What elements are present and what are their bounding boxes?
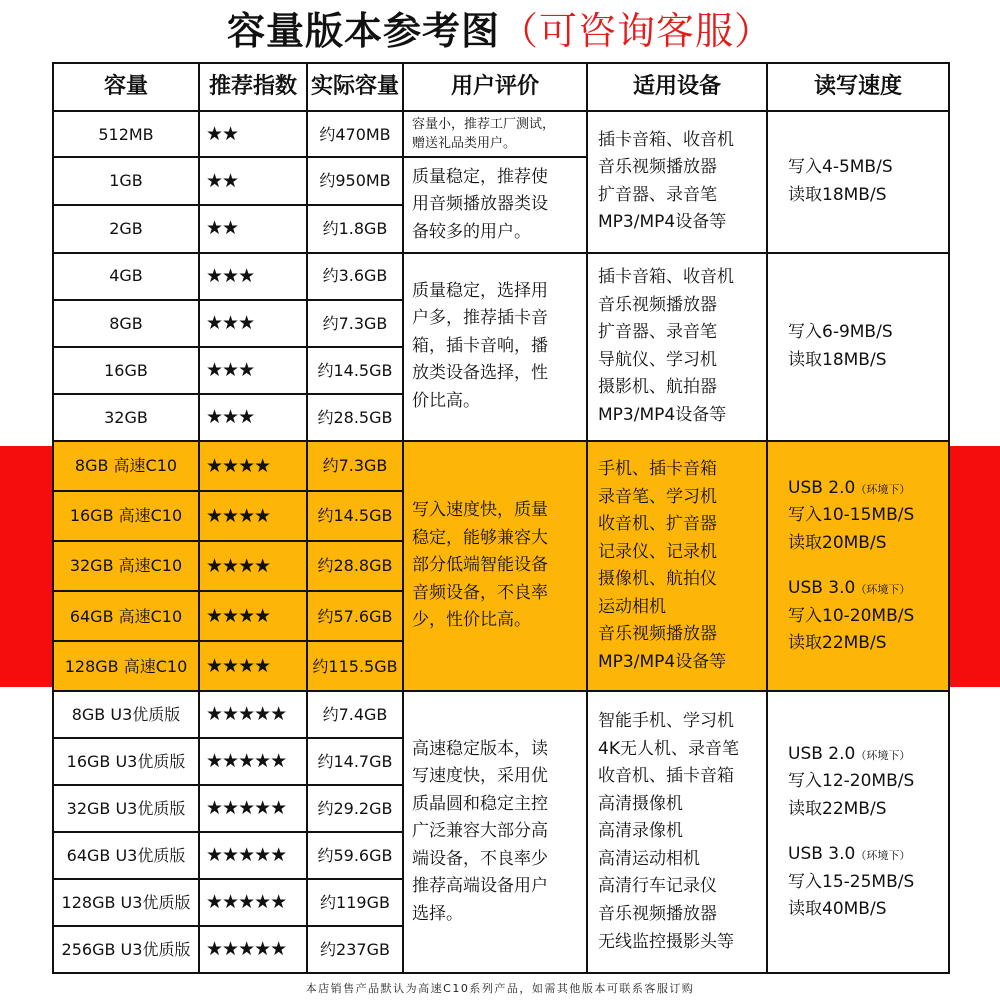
spacer: [788, 557, 938, 575]
device-line: MP3/MP4设备等: [598, 651, 727, 672]
review-line: 箱，插卡音响，播: [412, 335, 548, 356]
speed-line: 读取18MB/S: [788, 349, 887, 370]
review-cell: [403, 111, 587, 157]
capacity-cell: 64GB U3优质版: [53, 832, 199, 879]
header-review: 用户评价: [403, 63, 587, 111]
device-line: 记录仪、记录机: [598, 541, 717, 562]
rating-stars: ★★★★: [199, 641, 307, 691]
usb-label: USB 2.0: [788, 477, 856, 498]
actual-capacity: 约59.6GB: [307, 832, 403, 879]
review-line: 稳定，能够兼容大: [412, 527, 548, 548]
device-line: 高清录像机: [598, 821, 683, 842]
speed-line: 写入15-25MB/S: [788, 871, 915, 892]
speed-cell: [767, 253, 949, 441]
usb-label: USB 3.0: [788, 578, 856, 599]
title-note: （可咨询客服）: [500, 9, 774, 53]
speed-cell: [767, 441, 949, 691]
review-line: 质晶圆和稳定主控: [412, 793, 548, 814]
capacity-cell: 8GB U3优质版: [53, 691, 199, 738]
review-cell: [403, 691, 587, 973]
device-line: MP3/MP4设备等: [598, 212, 727, 233]
actual-capacity: 约115.5GB: [307, 641, 403, 691]
actual-capacity: 约28.5GB: [307, 394, 403, 441]
review-line: 广泛兼容大部分高: [412, 821, 548, 842]
device-line: 高清运动相机: [598, 848, 700, 869]
device-line: 音乐视频播放器: [598, 294, 717, 315]
header-actual: 实际容量: [307, 63, 403, 111]
capacity-cell: 16GB U3优质版: [53, 738, 199, 785]
device-line: 4K无人机、录音笔: [598, 738, 739, 759]
rating-stars: ★★★★★: [199, 832, 307, 879]
speed-line: 读取22MB/S: [788, 633, 887, 654]
speed-line: 写入6-9MB/S: [788, 322, 893, 343]
review-cell: [403, 253, 587, 441]
footer-note: 本店销售产品默认为高速C10系列产品，如需其他版本可联系客服订购: [305, 982, 695, 995]
actual-capacity: 约470MB: [307, 111, 403, 157]
review-line: 容量小，推荐工厂测试，: [412, 116, 556, 132]
capacity-cell: 16GB 高速C10: [53, 491, 199, 541]
table-row: [53, 441, 949, 491]
speed-line: 读取22MB/S: [788, 798, 887, 819]
actual-capacity: 约7.3GB: [307, 300, 403, 347]
review-line: 质量稳定，选择用: [412, 280, 548, 301]
capacity-table: [52, 62, 950, 974]
device-line: 高清摄像机: [598, 793, 683, 814]
capacity-cell: 1GB: [53, 157, 199, 205]
devices-cell: [587, 441, 767, 691]
device-line: 录音笔、学习机: [598, 486, 717, 507]
device-line: 运动相机: [598, 596, 666, 617]
device-line: 收音机、扩音器: [598, 514, 717, 535]
devices-cell: [587, 111, 767, 253]
rating-stars: ★★★★★: [199, 926, 307, 973]
header-devices: 适用设备: [587, 63, 767, 111]
actual-capacity: 约3.6GB: [307, 253, 403, 300]
review-line: 户多，推荐插卡音: [412, 308, 548, 329]
review-cell: [403, 157, 587, 252]
rating-stars: ★★★: [199, 300, 307, 347]
review-line: 价比高。: [412, 391, 480, 411]
speed-line: 写入12-20MB/S: [788, 771, 915, 792]
capacity-cell: 64GB 高速C10: [53, 591, 199, 641]
device-line: 音乐视频播放器: [598, 904, 717, 924]
capacity-cell: 32GB 高速C10: [53, 541, 199, 591]
review-line: 备较多的用户。: [412, 221, 531, 242]
review-line: 赠送礼品类用户。: [412, 136, 517, 152]
actual-capacity: 约14.5GB: [307, 491, 403, 541]
devices-cell: [587, 691, 767, 973]
device-line: 收音机、插卡音箱: [598, 766, 734, 787]
rating-stars: ★★★★: [199, 591, 307, 641]
rating-stars: ★★: [199, 111, 307, 157]
review-line: 音频设备，不良率: [412, 582, 548, 603]
usb-env: （环境下）: [855, 583, 911, 597]
rating-stars: ★★★: [199, 347, 307, 394]
review-line: 质量稳定，推荐使: [412, 166, 548, 187]
capacity-cell: 4GB: [53, 253, 199, 300]
review-line: 部分低端智能设备: [412, 555, 548, 576]
device-line: 导航仪、学习机: [598, 349, 717, 370]
capacity-cell: 8GB: [53, 300, 199, 347]
header-speed: 读写速度: [767, 63, 949, 111]
table-row: [53, 111, 949, 157]
device-line: 插卡音箱、收音机: [598, 129, 734, 150]
device-line: MP3/MP4设备等: [598, 404, 727, 425]
rating-stars: ★★★: [199, 253, 307, 300]
table-row: [53, 691, 949, 738]
header-rating: 推荐指数: [199, 63, 307, 111]
actual-capacity: 约29.2GB: [307, 785, 403, 832]
review-line: 用音频播放器类设: [412, 194, 548, 215]
rating-stars: ★★★★: [199, 541, 307, 591]
actual-capacity: 约57.6GB: [307, 591, 403, 641]
usb2-line: [788, 741, 938, 769]
review-line: 放类设备选择，性: [412, 363, 548, 384]
title-main: 容量版本参考图: [226, 9, 500, 53]
usb-env: （环境下）: [855, 849, 911, 863]
capacity-cell: 2GB: [53, 205, 199, 253]
usb3-line: [788, 575, 938, 603]
capacity-cell: 32GB: [53, 394, 199, 441]
speed-line: 读取20MB/S: [788, 532, 887, 553]
device-line: 智能手机、学习机: [598, 711, 734, 732]
actual-capacity: 约237GB: [307, 926, 403, 973]
actual-capacity: 约7.4GB: [307, 691, 403, 738]
device-line: 无线监控摄影头等: [598, 931, 734, 952]
usb-label: USB 3.0: [788, 844, 856, 865]
rating-stars: ★★★★: [199, 441, 307, 491]
actual-capacity: 约119GB: [307, 879, 403, 926]
rating-stars: ★★★: [199, 394, 307, 441]
device-line: 摄像机、航拍仪: [598, 569, 717, 590]
actual-capacity: 约950MB: [307, 157, 403, 205]
capacity-cell: 32GB U3优质版: [53, 785, 199, 832]
speed-line: 写入10-20MB/S: [788, 605, 915, 626]
review-line: 写入速度快，质量: [412, 500, 548, 521]
device-line: 扩音器、录音笔: [598, 184, 717, 205]
devices-cell: [587, 253, 767, 441]
rating-stars: ★★★★★: [199, 785, 307, 832]
speed-line: 读取40MB/S: [788, 899, 887, 920]
usb-label: USB 2.0: [788, 743, 856, 764]
speed-cell: [767, 111, 949, 253]
review-line: 推荐高端设备用户: [412, 876, 548, 897]
rating-stars: ★★★★★: [199, 691, 307, 738]
device-line: 音乐视频播放器: [598, 624, 717, 645]
speed-cell: [767, 691, 949, 973]
rating-stars: ★★★★★: [199, 738, 307, 785]
actual-capacity: 约28.8GB: [307, 541, 403, 591]
header-capacity: 容量: [53, 63, 199, 111]
review-line: 高速稳定版本，读: [412, 738, 548, 759]
review-line: 少，性价比高。: [412, 610, 531, 631]
capacity-cell: 8GB 高速C10: [53, 441, 199, 491]
spacer: [788, 823, 938, 841]
capacity-cell: 512MB: [53, 111, 199, 157]
header-row: [53, 63, 949, 111]
device-line: 手机、插卡音箱: [598, 458, 717, 479]
rating-stars: ★★★★: [199, 491, 307, 541]
actual-capacity: 约1.8GB: [307, 205, 403, 253]
review-line: 端设备，不良率少: [412, 848, 548, 869]
speed-line: 读取18MB/S: [788, 184, 887, 205]
review-line: 选择。: [412, 904, 463, 924]
device-line: 扩音器、录音笔: [598, 322, 717, 343]
device-line: 音乐视频播放器: [598, 157, 717, 178]
capacity-cell: 16GB: [53, 347, 199, 394]
rating-stars: ★★★★★: [199, 879, 307, 926]
review-line: 写速度快，采用优: [412, 766, 548, 787]
usb3-line: [788, 841, 938, 869]
usb-env: （环境下）: [855, 748, 911, 762]
usb2-line: [788, 475, 938, 503]
review-cell: [403, 441, 587, 691]
capacity-cell: 256GB U3优质版: [53, 926, 199, 973]
device-line: 高清行车记录仪: [598, 876, 717, 897]
speed-line: 写入10-15MB/S: [788, 505, 915, 526]
usb-env: （环境下）: [855, 482, 911, 496]
speed-line: 写入4-5MB/S: [788, 157, 893, 178]
rating-stars: ★★: [199, 157, 307, 205]
actual-capacity: 约7.3GB: [307, 441, 403, 491]
capacity-cell: 128GB 高速C10: [53, 641, 199, 691]
actual-capacity: 约14.7GB: [307, 738, 403, 785]
table-row: [53, 253, 949, 300]
device-line: 插卡音箱、收音机: [598, 267, 734, 288]
actual-capacity: 约14.5GB: [307, 347, 403, 394]
rating-stars: ★★: [199, 205, 307, 253]
page-title: [0, 0, 1000, 60]
device-line: 摄影机、航拍器: [598, 377, 717, 398]
capacity-cell: 128GB U3优质版: [53, 879, 199, 926]
